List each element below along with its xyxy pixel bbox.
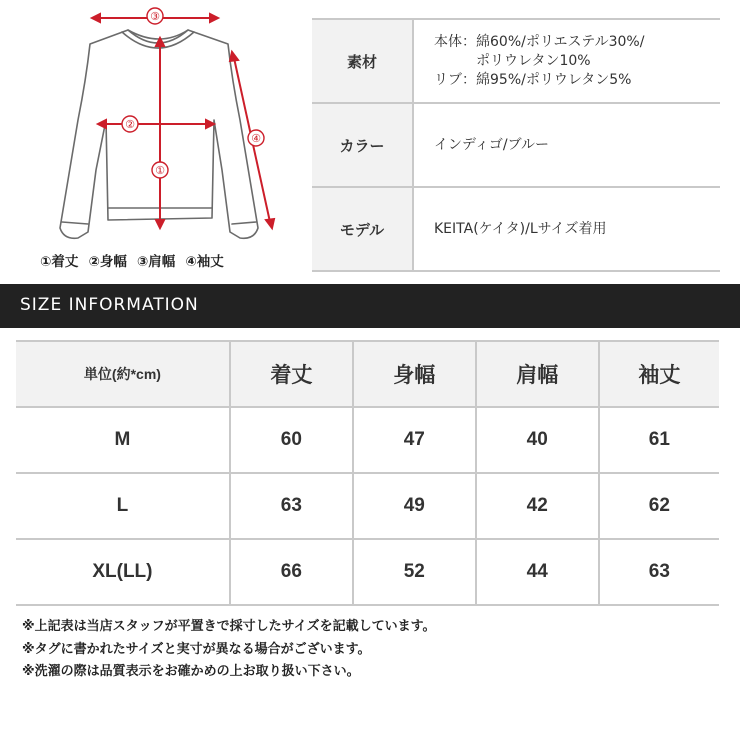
table-cell: 47 [353,407,476,473]
marker-1-label: ① [155,164,165,177]
legend-shoulder: ③肩幅 [136,254,176,270]
spec-row-material [312,18,720,104]
size-label: M [16,407,230,473]
spec-value-model [414,188,720,270]
spec-color-line: インディゴ/ブルー [434,136,550,153]
measurement-arrows [92,14,274,228]
size-label: XL(LL) [16,539,230,605]
table-cell: 63 [599,539,719,605]
notes [22,616,436,684]
marker-2-label: ② [125,118,135,131]
spec-table [312,18,720,272]
table-row [16,473,719,539]
size-table [16,340,719,606]
header-length: 着丈 [230,341,353,407]
header-width: 身幅 [353,341,476,407]
spec-row-color [312,104,720,188]
spec-key-color: カラー [312,104,414,186]
spec-material-line: ポリウレタン10% [434,52,591,69]
size-table-header-row [16,341,719,407]
legend-sleeve: ④袖丈 [185,254,224,270]
spec-model-line: KEITA(ケイタ)/Lサイズ着用 [434,220,607,237]
diagram-legend [40,250,290,270]
table-cell: 44 [476,539,599,605]
table-cell: 40 [476,407,599,473]
table-cell: 63 [230,473,353,539]
spec-key-material: 素材 [312,20,414,102]
table-row [16,539,719,605]
note-line: ※上記表は当店スタッフが平置きで採寸したサイズを記載しています。 [22,619,436,634]
note-line: ※洗濯の際は品質表示をお確かめの上お取り扱い下さい。 [22,664,360,679]
spec-key-model: モデル [312,188,414,270]
spec-material-line: 本体：綿60%/ポリエステル30%/ [434,33,645,50]
section-header [0,284,740,328]
spec-value-color [414,104,720,186]
note-line: ※タグに書かれたサイズと実寸が異なる場合がございます。 [22,641,371,657]
size-label: L [16,473,230,539]
table-cell: 42 [476,473,599,539]
table-cell: 61 [599,407,719,473]
table-cell: 52 [353,539,476,605]
table-cell: 49 [353,473,476,539]
header-unit: 単位(約*cm) [16,341,230,407]
table-cell: 66 [230,539,353,605]
spec-value-material [414,20,720,102]
section-title: SIZE INFORMATION [20,295,199,315]
table-cell: 62 [599,473,719,539]
header-sleeve: 袖丈 [599,341,719,407]
spec-material-line: リブ：綿95%/ポリウレタン5% [434,71,632,88]
table-row [16,407,719,473]
marker-3-label: ③ [150,10,160,23]
legend-length: ①着丈 [40,254,79,270]
spec-row-model [312,188,720,272]
header-shoulder: 肩幅 [476,341,599,407]
sweatshirt-diagram [0,0,300,280]
legend-width: ②身幅 [88,254,127,270]
table-cell: 60 [230,407,353,473]
marker-4-label: ④ [251,132,261,145]
